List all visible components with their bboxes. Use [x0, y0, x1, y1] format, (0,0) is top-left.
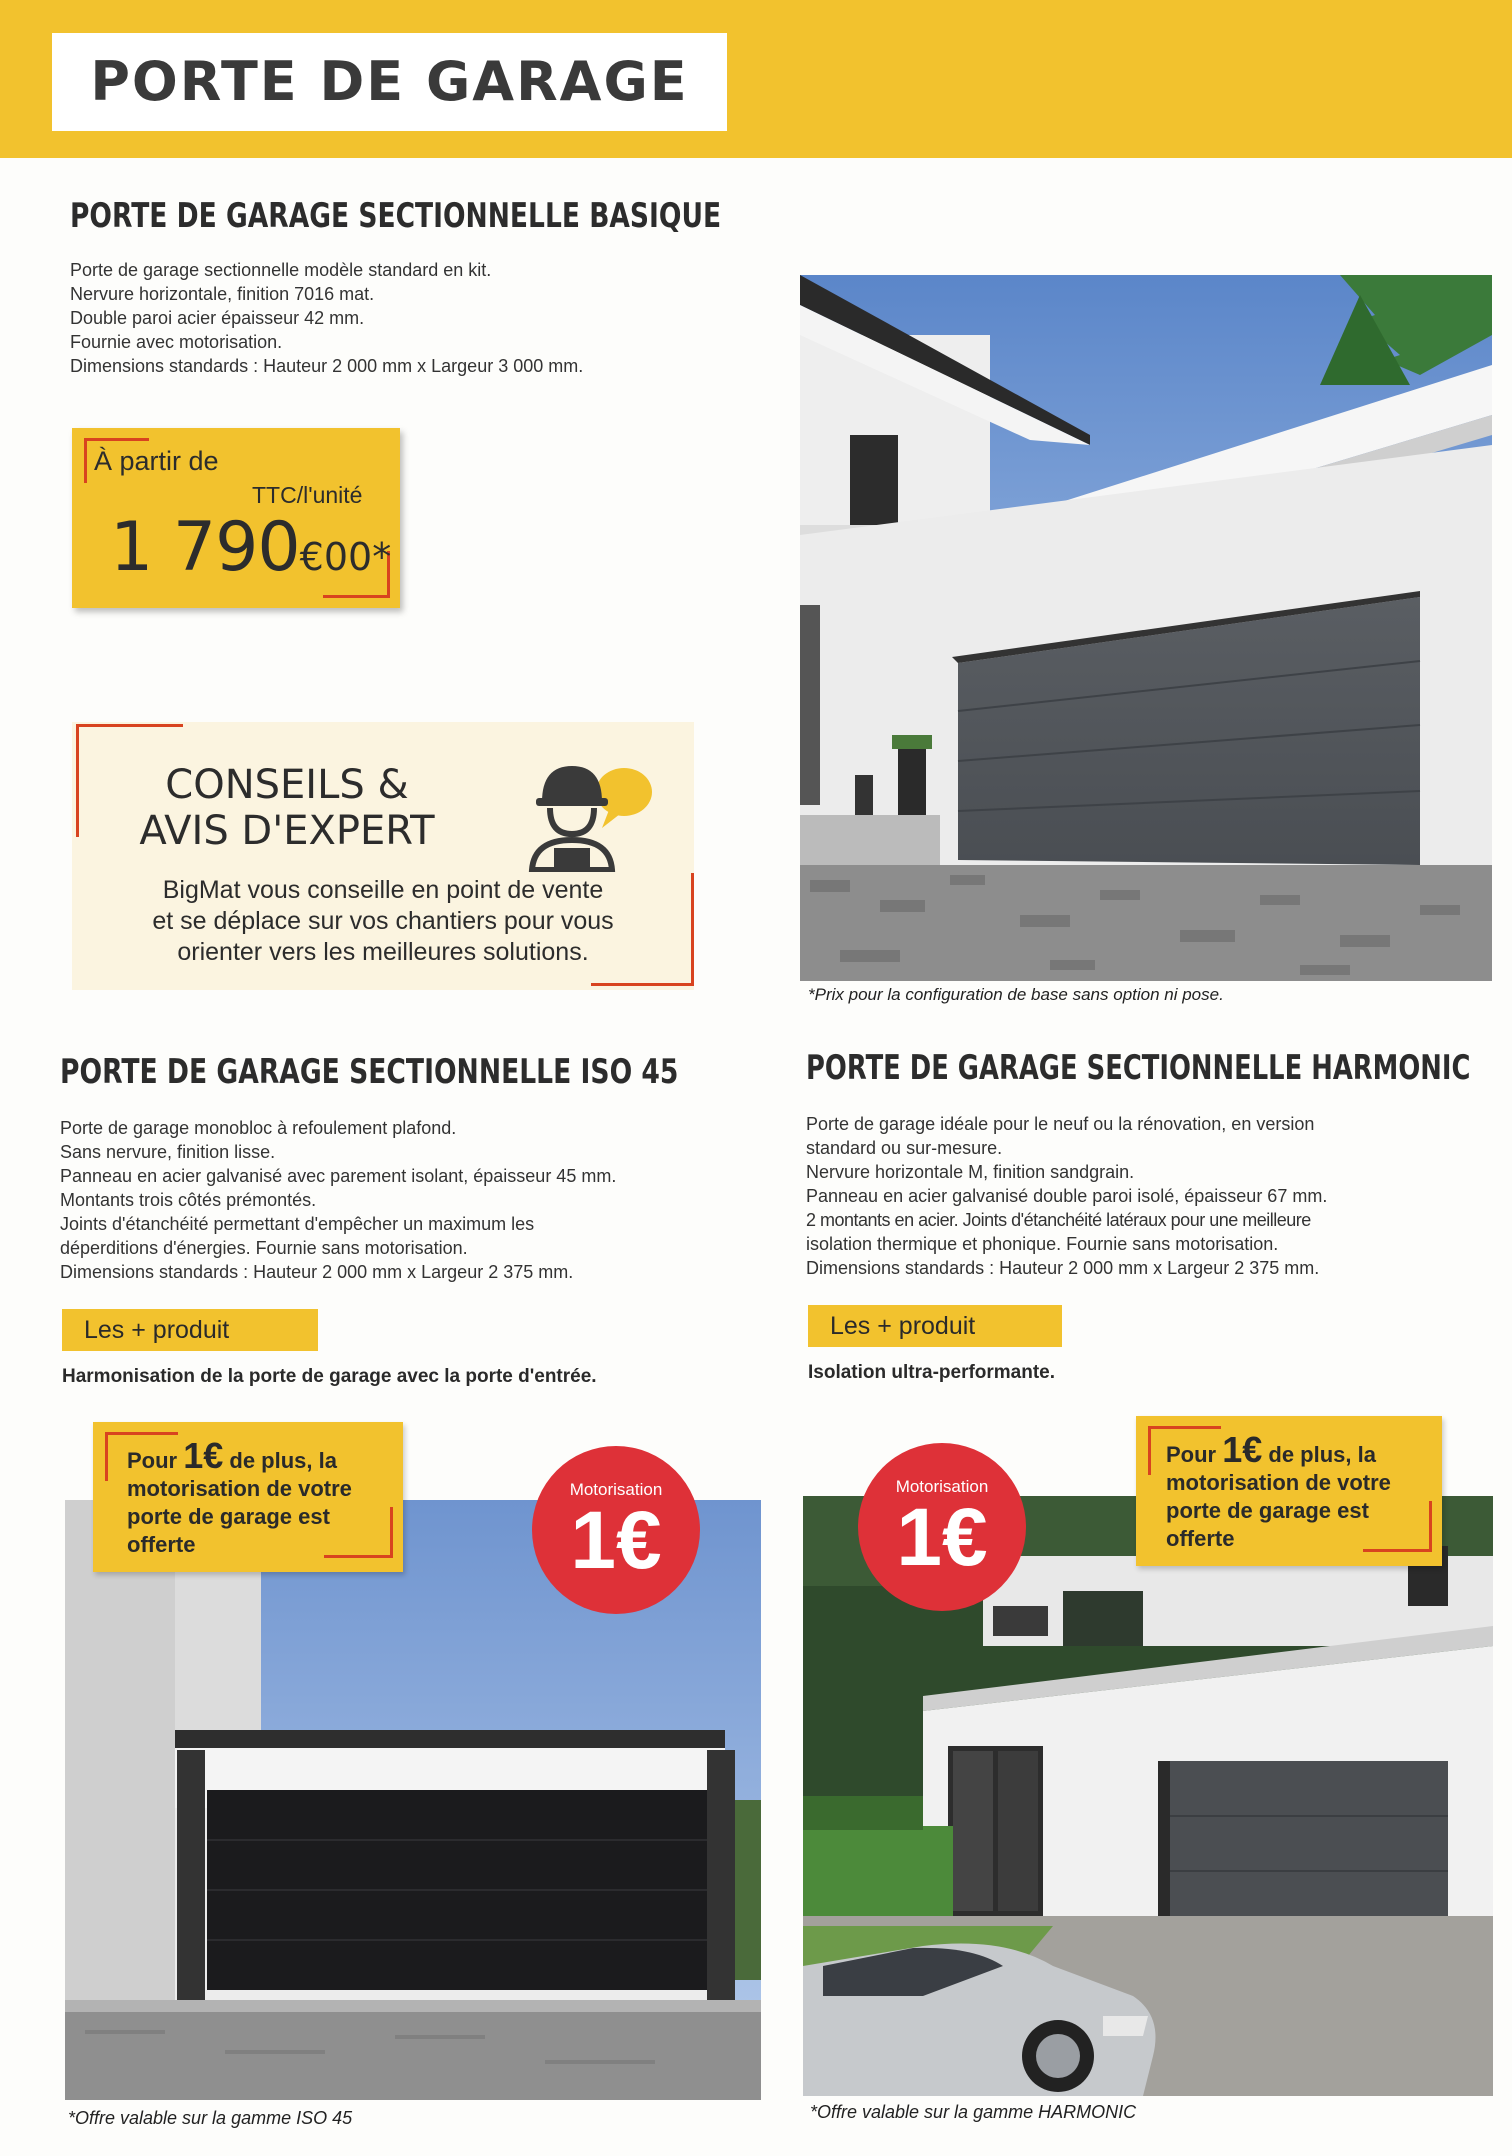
offer-post: de plus, la — [223, 1448, 337, 1473]
advice-text-line: et se déplace sur vos chantiers pour vous — [152, 907, 614, 935]
advice-text — [72, 875, 694, 968]
description-line: standard ou sur-mesure. — [806, 1138, 1003, 1158]
basique-heading: PORTE DE GARAGE SECTIONNELLE BASIQUE — [70, 196, 722, 236]
description-line: Porte de garage monobloc à refoulement plafond. — [60, 1118, 457, 1138]
description-line: Dimensions standards : Hauteur 2 000 mm x Largeur 2 375 mm. — [806, 1258, 1320, 1278]
offer-pre: Pour — [1166, 1442, 1223, 1467]
description-line: Panneau en acier galvanisé avec parement isolant, épaisseur 45 mm. — [60, 1166, 617, 1186]
iso45-plus-tag: Les + produit — [62, 1309, 318, 1351]
harmonic-footnote: *Offre valable sur la gamme HARMONIC — [810, 2102, 1137, 2122]
moto-price: 1€ — [570, 1495, 662, 1586]
iso45-motorisation-badge — [532, 1446, 700, 1614]
description-line: 2 montants en acier. Joints d'étanchéité latéraux pour une meilleure — [806, 1210, 1311, 1230]
advice-text-line: BigMat vous conseille en point de vente — [162, 876, 604, 904]
basique-photo — [800, 275, 1492, 981]
description-line: Panneau en acier galvanisé double paroi isolé, épaisseur 67 mm. — [806, 1186, 1328, 1206]
description-line: Sans nervure, finition lisse. — [60, 1142, 276, 1162]
advice-box — [72, 722, 694, 990]
harmonic-offer-text — [1166, 1429, 1391, 1553]
description-line: déperditions d'énergies. Fournie sans motorisation. — [60, 1238, 468, 1258]
offer-line: porte de garage est — [1166, 1498, 1369, 1523]
iso45-description — [60, 1116, 616, 1284]
description-line: Porte de garage sectionnelle modèle standard en kit. — [70, 260, 492, 280]
advice-title-line2: AVIS D'EXPERT — [139, 808, 435, 854]
harmonic-plus-tag: Les + produit — [808, 1305, 1062, 1347]
description-line: Nervure horizontale, finition 7016 mat. — [70, 284, 375, 304]
advice-title — [72, 762, 502, 854]
iso45-footnote: *Offre valable sur la gamme ISO 45 — [68, 2108, 353, 2128]
description-line: Dimensions standards : Hauteur 2 000 mm x Largeur 3 000 mm. — [70, 356, 584, 376]
offer-line: offerte — [1166, 1526, 1235, 1551]
description-line: Joints d'étanchéité permettant d'empêcher un maximum les — [60, 1214, 535, 1234]
description-line: Montants trois côtés prémontés. — [60, 1190, 317, 1210]
price-amount: 1 790 — [110, 508, 300, 587]
offer-line: motorisation de votre — [127, 1476, 352, 1501]
description-line: Double paroi acier épaisseur 42 mm. — [70, 308, 365, 328]
moto-label: Motorisation — [895, 1477, 989, 1496]
advice-title-line1: CONSEILS & — [165, 762, 409, 808]
harmonic-heading: PORTE DE GARAGE SECTIONNELLE HARMONIC — [806, 1048, 1471, 1088]
offer-line: offerte — [127, 1532, 196, 1557]
harmonic-description — [806, 1112, 1327, 1280]
basique-description — [70, 258, 583, 378]
offer-price: 1€ — [183, 1435, 224, 1476]
price-from-label: À partir de — [94, 446, 219, 476]
iso45-plus-text: Harmonisation de la porte de garage avec la porte d'entrée. — [62, 1366, 597, 1387]
harmonic-offer-box — [1136, 1416, 1442, 1566]
price-box — [72, 428, 400, 608]
basique-photo-note: *Prix pour la configuration de base sans option ni pose. — [808, 985, 1224, 1004]
description-line: Porte de garage idéale pour le neuf ou la rénovation, en version — [806, 1114, 1315, 1134]
offer-price: 1€ — [1222, 1429, 1263, 1470]
harmonic-motorisation-badge — [858, 1443, 1026, 1611]
advice-text-line: orienter vers les meilleures solutions. — [177, 938, 589, 966]
description-line: Nervure horizontale M, finition sandgrain. — [806, 1162, 1135, 1182]
price-value — [110, 508, 391, 587]
description-line: Fournie avec motorisation. — [70, 332, 283, 352]
moto-label: Motorisation — [569, 1480, 663, 1499]
iso45-heading: PORTE DE GARAGE SECTIONNELLE ISO 45 — [60, 1052, 679, 1092]
harmonic-plus-text: Isolation ultra-performante. — [808, 1362, 1056, 1383]
offer-post: de plus, la — [1262, 1442, 1376, 1467]
iso45-offer-text — [127, 1435, 352, 1559]
iso45-offer-box — [93, 1422, 403, 1572]
offer-pre: Pour — [127, 1448, 184, 1473]
price-cents: €00* — [299, 535, 392, 579]
page-title: PORTE DE GARAGE — [90, 50, 689, 113]
price-unit-label: TTC/l'unité — [252, 482, 363, 508]
offer-line: motorisation de votre — [1166, 1470, 1391, 1495]
expert-worker-icon — [524, 742, 654, 882]
moto-price: 1€ — [896, 1492, 988, 1583]
offer-line: porte de garage est — [127, 1504, 330, 1529]
description-line: isolation thermique et phonique. Fournie sans motorisation. — [806, 1234, 1279, 1254]
description-line: Dimensions standards : Hauteur 2 000 mm x Largeur 2 375 mm. — [60, 1262, 574, 1282]
